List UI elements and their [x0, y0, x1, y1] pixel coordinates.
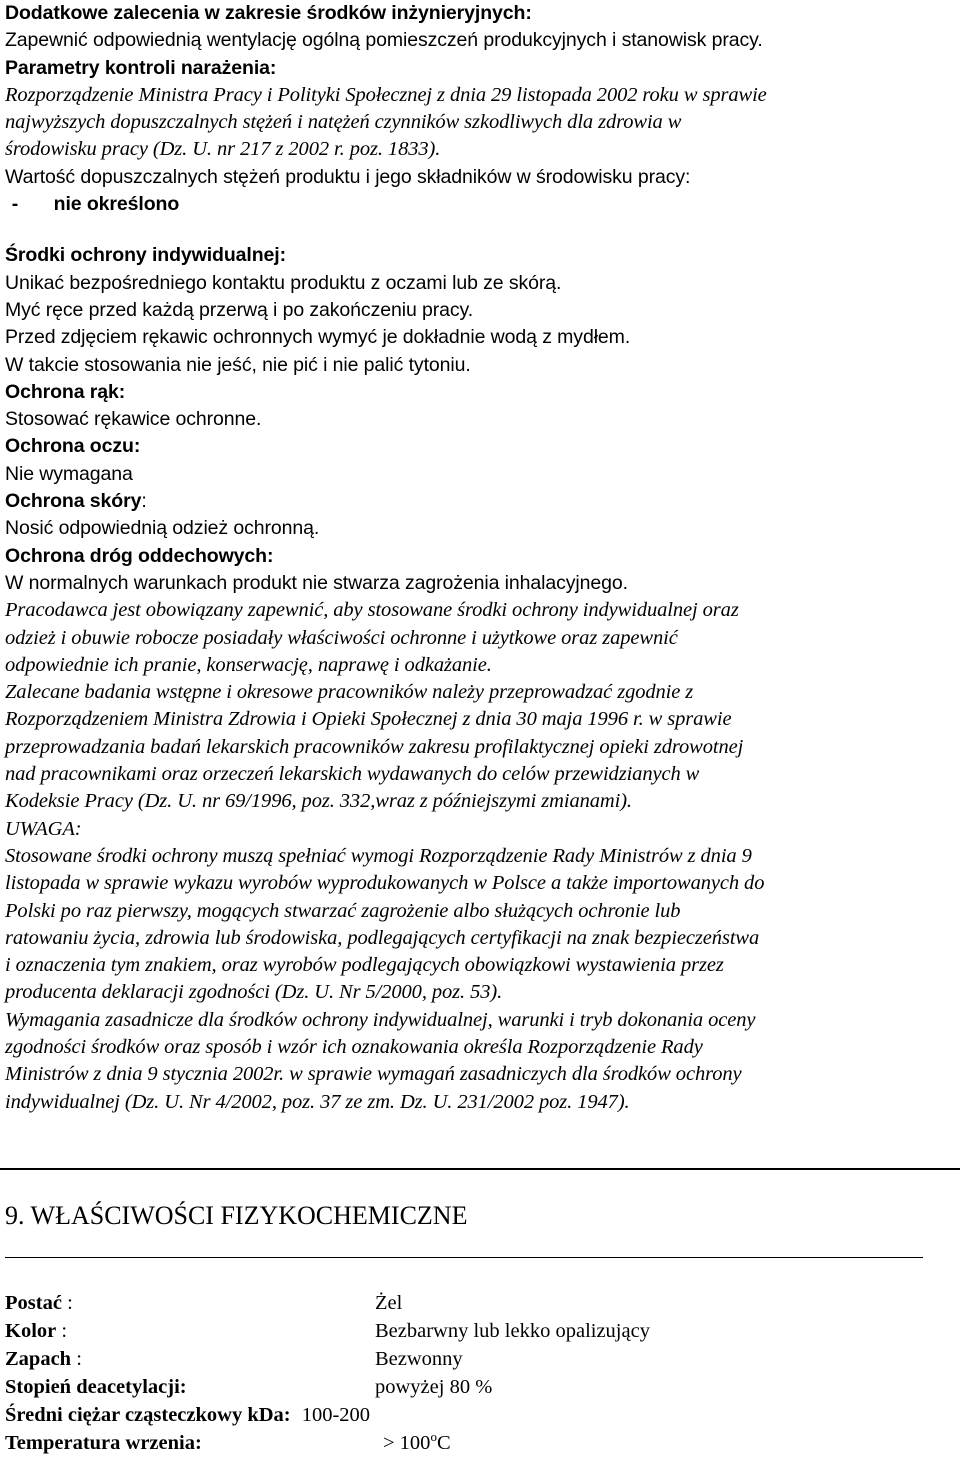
warning-line-1: Stosowane środki ochrony muszą spełniać wymogi Rozporządzenie Rady Ministrów z dnia 9 [5, 844, 752, 867]
warning-line-3: Polski po raz pierwszy, mogących stwarzać zagrożenie albo służących ochronie lub [5, 899, 681, 922]
warning-line-6: producenta deklaracji zgodności (Dz. U. Nr 5/2000, poz. 53). [5, 981, 503, 1004]
ppe-line-2: Myć ręce przed każdą przerwą i po zakończeniu pracy. [5, 298, 474, 321]
heading-hand-protection: Ochrona rąk: [5, 380, 126, 403]
limit-values-line: Wartość dopuszczalnych stężeń produktu i jego składników w środowisku pracy: [5, 165, 691, 188]
title-underline [5, 1257, 923, 1258]
employer-line-2: odzież i obuwie robocze posiadały właściwości ochronne i użytkowe oraz zapewnić [5, 626, 678, 649]
medical-line-3: przeprowadzania badań lekarskich pracowników zakresu profilaktycznej opieki zdrowotnej [5, 735, 744, 758]
properties-list [5, 1289, 650, 1457]
property-row-deacetylation: Stopień deacetylacji: powyżej 80 % [5, 1373, 370, 1401]
property-value: Bezbarwny lub lekko opalizujący [375, 1320, 650, 1342]
property-row-molecular-weight: Średni ciężar cząsteczkowy kDa: 100-200 [5, 1404, 371, 1426]
medical-line-5: Kodeksie Pracy (Dz. U. nr 69/1996, poz. 332,wraz z późniejszymi zmianami). [5, 790, 632, 813]
regulation-line-2: najwyższych dopuszczalnych stężeń i natężeń czynników szkodliwych dla zdrowia w [5, 111, 682, 134]
section-8-content [5, 0, 960, 1116]
property-value: powyżej 80 % [375, 1376, 493, 1398]
property-row-boiling-point: Temperatura wrzenia: > $100^oC$ [5, 1429, 370, 1457]
limit-values-item [5, 191, 960, 218]
heading-eye-protection: Ochrona oczu: [5, 435, 141, 458]
ppe-line-3: Przed zdjęciem rękawic ochronnych wymyć je dokładnie wodą z mydłem. [5, 326, 631, 349]
requirements-line-4: indywidualnej (Dz. U. Nr 4/2002, poz. 37 ze zm. Dz. U. 231/2002 poz. 1947). [5, 1090, 630, 1113]
property-value: 100-200 [301, 1404, 371, 1426]
heading-exposure-parameters: Parametry kontroli narażenia: [5, 56, 277, 79]
heading-engineering-measures: Dodatkowe zalecenia w zakresie środków inżynieryjnych: [5, 2, 532, 24]
medical-line-1: Zalecane badania wstępne i okresowe pracowników należy przeprowadzać zgodnie z [5, 681, 694, 704]
ppe-line-1: Unikać bezpośredniego kontaktu produktu z oczami lub ze skórą. [5, 271, 562, 294]
heading-personal-protection: Środki ochrony indywidualnej: [5, 244, 286, 267]
property-row-odor: Zapach : Bezwonny [5, 1345, 370, 1373]
heading-warning: UWAGA: [5, 817, 82, 840]
section-divider [0, 1168, 960, 1170]
heading-skin-protection: Ochrona skóry: [5, 490, 147, 513]
warning-line-5: i oznaczenia tym znakiem, oraz wyrobów podlegających obowiązkowi wystawienia przez [5, 954, 724, 977]
requirements-line-3: Ministrów z dnia 9 stycznia 2002r. w sprawie wymagań zasadniczych dla środków ochrony [5, 1063, 742, 1086]
requirements-line-1: Wymagania zasadnicze dla środków ochrony indywidualnej, warunki i tryb dokonania oceny [5, 1008, 756, 1031]
warning-line-2: listopada w sprawie wykazu wyrobów wyprodukowanych w Polsce a także importowanych do [5, 872, 765, 895]
employer-line-3: odpowiednie ich pranie, konserwację, naprawę i odkażanie. [5, 653, 492, 676]
paragraph-ventilation: Zapewnić odpowiednią wentylację ogólną pomieszczeń produkcyjnych i stanowisk pracy. [5, 29, 763, 52]
section-9-title: 9. WŁAŚCIWOŚCI FIZYKOCHEMICZNE [5, 1201, 468, 1230]
list-dash: - [11, 193, 19, 216]
regulation-line-3: środowisku pracy (Dz. U. nr 217 z 2002 r. poz. 1833). [5, 138, 441, 161]
ppe-line-4: W takcie stosowania nie jeść, nie pić i nie palić tytoniu. [5, 353, 471, 376]
skin-protection-text: Nosić odpowiednią odzież ochronną. [5, 517, 320, 540]
property-value: > $100^oC$ [383, 1429, 451, 1454]
property-row-form: Postać : Żel [5, 1289, 370, 1317]
heading-respiratory-protection: Ochrona dróg oddechowych: [5, 544, 274, 567]
not-specified-text: nie określono [53, 193, 180, 216]
eye-protection-text: Nie wymagana [5, 462, 133, 485]
property-row-color: Kolor : Bezbarwny lub lekko opalizujący [5, 1317, 370, 1345]
property-value: Bezwonny [375, 1348, 463, 1370]
warning-line-4: ratowaniu życia, zdrowia lub środowiska, podlegających certyfikacji na znak bezpieczeństwa [5, 926, 760, 949]
hand-protection-text: Stosować rękawice ochronne. [5, 408, 262, 431]
property-value: Żel [375, 1292, 403, 1314]
regulation-line-1: Rozporządzenie Ministra Pracy i Polityki Społecznej z dnia 29 listopada 2002 roku w sprawie [5, 83, 767, 106]
medical-line-4: nad pracownikami oraz orzeczeń lekarskich wydawanych do celów przewidzianych w [5, 763, 700, 786]
medical-line-2: Rozporządzeniem Ministra Zdrowia i Opieki Społecznej z dnia 30 maja 1996 r. w sprawie [5, 708, 732, 731]
employer-line-1: Pracodawca jest obowiązany zapewnić, aby stosowane środki ochrony indywidualnej oraz [5, 599, 739, 622]
respiratory-protection-text: W normalnych warunkach produkt nie stwarza zagrożenia inhalacyjnego. [5, 571, 628, 594]
requirements-line-2: zgodności środków oraz sposób i wzór ich oznakowania określa Rozporządzenie Rady [5, 1035, 703, 1058]
